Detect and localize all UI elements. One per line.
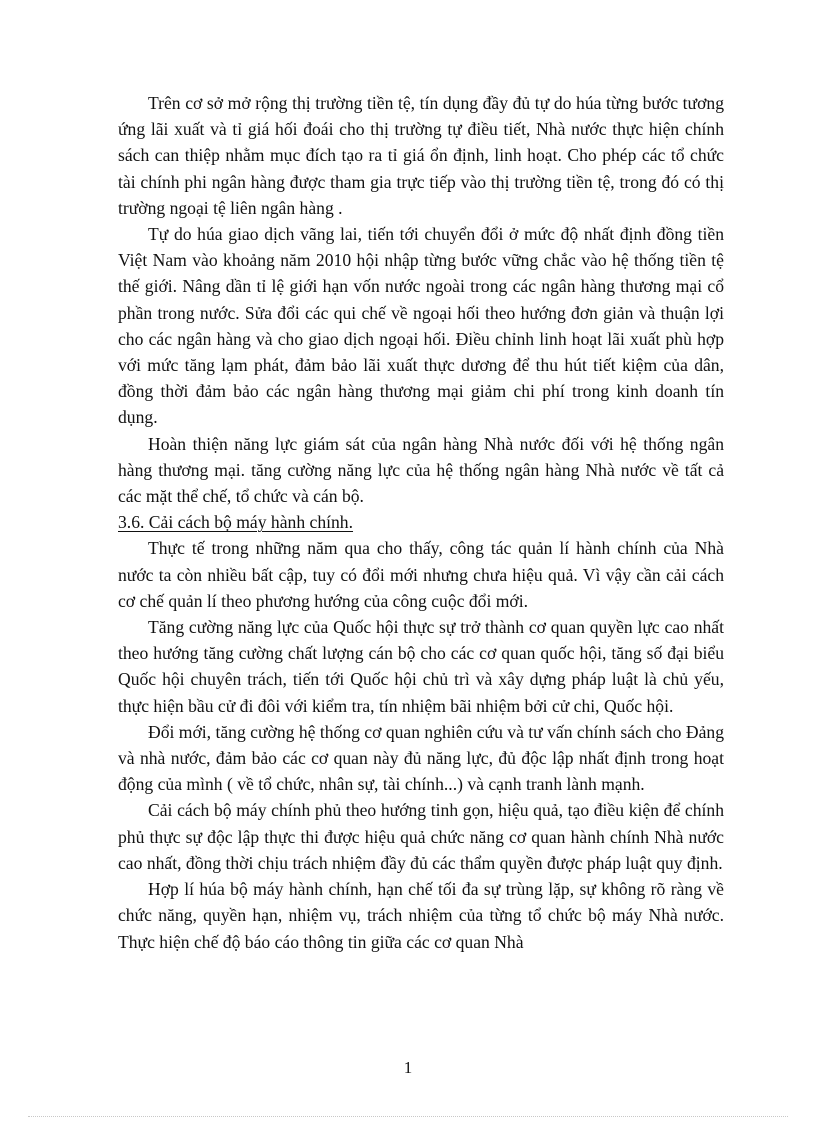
body-paragraph: Cải cách bộ máy chính phủ theo hướng tinh gọn, hiệu quả, tạo điều kiện để chính phủ thực sự độc lập thực thi được hiệu quả chức năng cơ quan hành chính Nhà nước cao nhất, đồng thời chịu trách nhiệm đầy đủ các thẩm quyền được pháp luật quy định. xyxy=(118,800,724,873)
page-number: 1 xyxy=(403,1058,413,1077)
body-paragraph: Hợp lí húa bộ máy hành chính, hạn chế tối đa sự trùng lặp, sự không rõ ràng về chức năng, quyền hạn, nhiệm vụ, trách nhiệm của từng tổ chức bộ máy Nhà nước. Thực hiện chế độ báo cáo thông tin giữa các cơ quan Nhà xyxy=(118,879,724,952)
footer-divider xyxy=(28,1116,788,1117)
body-paragraph: Thực tế trong những năm qua cho thấy, công tác quản lí hành chính của Nhà nước ta còn nhiều bất cập, tuy có đổi mới nhưng chưa hiệu quả. Vì vậy cần cải cách cơ chế quản lí theo phương hướng của công cuộc đổi mới. xyxy=(118,538,724,611)
body-paragraph: Tăng cường năng lực của Quốc hội thực sự trở thành cơ quan quyền lực cao nhất theo hướng tăng cường chất lượng cán bộ cho các cơ quan quốc hội, tăng số đại biểu Quốc hội chuyên trách, tiến tới Quốc hội chủ trì và xây dựng pháp luật là chủ yếu, thực hiện bầu cử đi đôi với kiểm tra, tín nhiệm bãi nhiệm bởi cử chi, Quốc hội. xyxy=(118,617,724,716)
body-paragraph: Hoàn thiện năng lực giám sát của ngân hàng Nhà nước đối với hệ thống ngân hàng thương mại. tăng cường năng lực của hệ thống ngân hàng Nhà nước về tất cả các mặt thể chế, tổ chức và cán bộ. xyxy=(118,433,724,507)
body-paragraph: Tự do húa giao dịch vãng lai, tiến tới chuyển đổi ở mức độ nhất định đồng tiền Việt Nam vào khoảng năm 2010 hội nhập từng bước vững chắc vào hệ thống tiền tệ thế giới. Nâng dần tỉ lệ giới hạn vốn nước ngoài trong các ngân hàng thương mại cổ phần trong nước. Sửa đổi các qui chế về ngoại hối theo hướng đơn giản và thuận lợi cho các ngân hàng và cho giao dịch ngoại hối. Điều chỉnh linh hoạt lãi xuất phù hợp với mức tăng lạm phát, đảm bảo lãi xuất thực dương để thu hút tiết kiệm của dân, đồng thời đảm bảo các ngân hàng thương mại giảm chi phí trong kinh doanh tín dụng. xyxy=(118,224,724,428)
section-heading: 3.6. Cải cách bộ máy hành chính. xyxy=(118,512,354,533)
body-paragraph: Đổi mới, tăng cường hệ thống cơ quan nghiên cứu và tư vấn chính sách cho Đảng và nhà nước, đảm bảo các cơ quan này đủ năng lực, đủ độc lập nhất định trong hoạt động của mình ( về tổ chức, nhân sự, tài chính...) và cạnh tranh lành mạnh. xyxy=(118,721,724,795)
document-body xyxy=(118,90,724,955)
body-paragraph: Trên cơ sở mở rộng thị trường tiền tệ, tín dụng đầy đủ tự do húa từng bước tương ứng lãi xuất và tỉ giá hối đoái cho thị trường tự điều tiết, Nhà nước thực hiện chính sách can thiệp nhằm mục đích tạo ra tỉ giá ổn định, linh hoạt. Cho phép các tổ chức tài chính phi ngân hàng được tham gia trực tiếp vào thị trường tiền tệ, trong đó có thị trường ngoại tệ liên ngân hàng . xyxy=(118,93,724,218)
